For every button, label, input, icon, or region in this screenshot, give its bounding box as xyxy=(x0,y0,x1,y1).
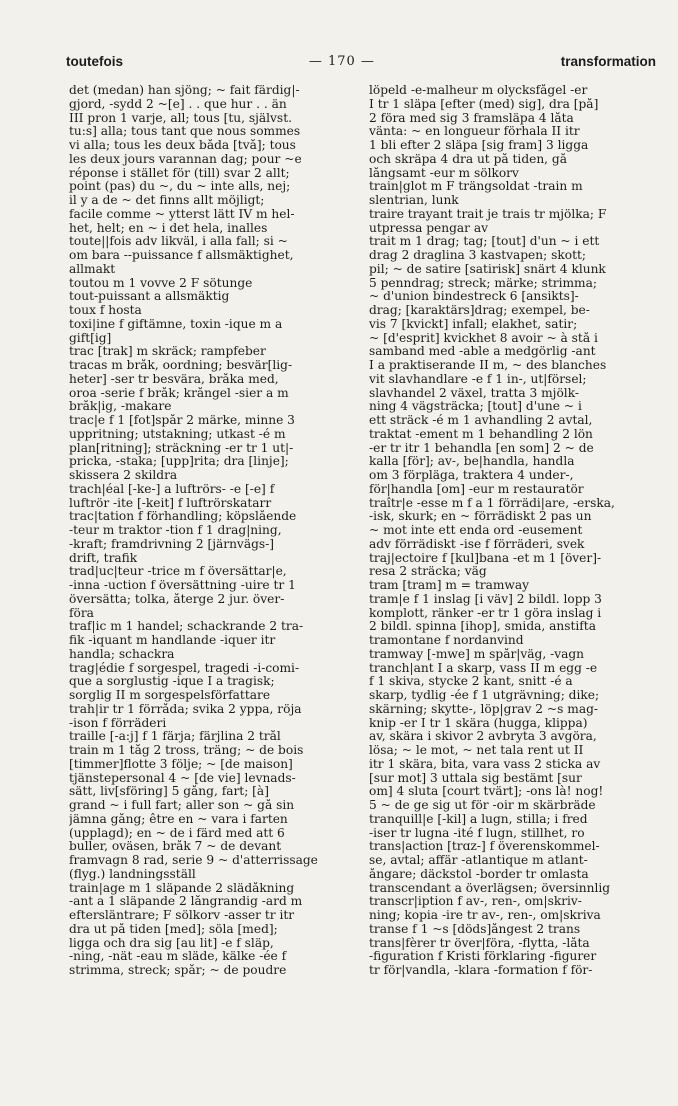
entry-line: traj|ectoire f [kul]bana -et m 1 [över]- xyxy=(369,551,602,565)
entry-line: traktat -ement m 1 behandling 2 lön xyxy=(369,427,593,441)
entry-line: les deux jours varannan dag; pour ~e xyxy=(69,152,302,166)
entry-line: långsamt -eur m sölkorv xyxy=(369,166,519,180)
entry-line: -ning, -nät -eau m släde, kälke -ée f xyxy=(69,950,287,964)
entry-line: skärning; skytte-, löp|grav 2 ~s mag- xyxy=(369,702,599,716)
entry-line: tr för|vandla, -klara -formation f för- xyxy=(369,964,593,977)
entry-line: [sur mot] 3 uttala sig bestämt [sur xyxy=(369,771,582,785)
entry-line: framvagn 8 rad, serie 9 ~ d'atterrissage xyxy=(69,854,318,867)
entry-line: slavhandel 2 växel, tratta 3 mjölk- xyxy=(369,386,579,400)
entry-line: trah|ir tr 1 förråda; svika 2 yppa, röja xyxy=(69,702,302,716)
entry-line: pil; ~ de satire [satirisk] snärt 4 klunk xyxy=(369,262,606,276)
entry-line: drag 2 draglina 3 kastvapen; skott; xyxy=(369,249,586,262)
entry-line: strimma, streck; spår; ~ de poudre xyxy=(69,964,287,977)
entry-line: uppritning; utstakning; utkast -é m xyxy=(69,427,286,441)
entry-line: vänta: ~ en longueur förhala II itr xyxy=(369,125,580,139)
entry-line: och skräpa 4 dra ut på tiden, gå xyxy=(369,152,567,166)
entry-line: réponse i stället för (till) svar 2 allt; xyxy=(69,166,290,180)
entry-line: handla; schackra xyxy=(69,647,175,661)
entry-line: ning; kopia -ire tr av-, ren-, om|skriva xyxy=(369,909,601,922)
entry-line: toutou m 1 vovve 2 F sötunge xyxy=(69,276,253,290)
entry-line: toxi|ine f giftämne, toxin -ique m a xyxy=(69,317,283,331)
entry-line: trans|action [trɑz-] f överenskommel- xyxy=(369,840,600,854)
entry-line: (upplagd); en ~ de i färd med att 6 xyxy=(69,826,285,840)
entry-line: sätt, liv[sföring] 5 gång, fart; [à] xyxy=(69,785,269,799)
entry-line: drift, trafik xyxy=(69,551,138,565)
entry-line: I tr 1 släpa [efter (med) sig], dra [på] xyxy=(369,97,599,111)
entry-line: komplott, ränker -er tr 1 göra inslag i xyxy=(369,606,602,620)
entry-line: trad|uc|teur -trice m f översättar|e, xyxy=(69,565,287,579)
entry-line: -kraft; framdrivning 2 [järnvägs-] xyxy=(69,537,275,551)
entry-line: allmakt xyxy=(69,262,116,276)
entry-line: trach|éal [-ke-] a luftrörs- -e [-e] f xyxy=(69,482,275,496)
entry-line: traf|ic m 1 handel; schackrande 2 tra- xyxy=(69,620,304,634)
entry-line: tramontane f nordanvind xyxy=(369,634,524,647)
entry-line: vit slavhandlare -e f 1 in-, ut|försel; xyxy=(369,372,587,386)
entry-line: gjord, -sydd 2 ~[e] . . que hur . . än xyxy=(69,97,287,111)
entry-line: toute||fois adv likväl, i alla fall; si ~ xyxy=(69,235,288,249)
entry-line: eftersläntrare; F sölkorv -asser tr itr xyxy=(69,909,295,922)
entry-line: om 3 förpläga, traktera 4 under-, xyxy=(369,469,574,482)
entry-line: vi alla; tous les deux båda [två]; tous xyxy=(69,139,296,152)
entry-line: av, skära i skivor 2 avbryta 3 avgöra, xyxy=(369,730,597,744)
entry-line: traire trayant trait je trais tr mjölka; F xyxy=(369,207,607,221)
entry-line: fik -iquant m handlande -iquer itr xyxy=(69,634,276,647)
entry-line: 5 penndrag; streck; märke; strimma; xyxy=(369,276,597,290)
entry-line: -er tr itr 1 behandla [en som] 2 ~ de xyxy=(369,441,594,455)
entry-line: tram|e f 1 inslag [i väv] 2 bildl. lopp 3 xyxy=(369,592,602,606)
entry-line: 2 bildl. spinna [ihop], smida, anstifta xyxy=(369,620,596,634)
entry-line: skissera 2 skildra xyxy=(69,469,178,482)
entry-line: se, avtal; affär -atlantique m atlant- xyxy=(369,854,588,867)
entry-line: bråk|ig, -makare xyxy=(69,400,172,414)
entry-line: plan[ritning]; sträckning -er tr 1 ut|- xyxy=(69,441,294,455)
entry-line: trag|édie f sorgespel, tragedi -i-comi- xyxy=(69,661,300,675)
entry-line: knip -er I tr 1 skära (hugga, klippa) xyxy=(369,716,588,730)
entry-line: jämna gång; être en ~ vara i farten xyxy=(69,812,288,826)
entry-line: que a sorglustig -ique I a tragisk; xyxy=(69,675,275,689)
entry-line: utpressa pengar av xyxy=(369,221,489,235)
entry-line: skarp, tydlig -ée f 1 utgrävning; dike; xyxy=(369,689,600,702)
entry-line: buller, oväsen, bråk 7 ~ de devant xyxy=(69,840,282,854)
header-guide-word-left: toutefois xyxy=(66,53,123,69)
entry-line: dra ut på tiden [med]; söla [med]; xyxy=(69,922,278,936)
entry-line: tranquill|e [-kil] a lugn, stilla; i fred xyxy=(369,812,588,826)
entry-line: oroa -serie f bråk; krångel -sier a m xyxy=(69,386,289,400)
entry-line: vis 7 [kvickt] infall; elakhet, satir; xyxy=(369,317,578,331)
entry-line: grand ~ i full fart; aller son ~ gå sin xyxy=(69,799,295,812)
entry-line: I a praktiserande II m, ~ des blanches xyxy=(369,359,607,372)
entry-line: för|handla [om] -eur m restauratör xyxy=(369,482,584,496)
left-column xyxy=(69,84,347,1084)
entry-line: traîtr|e -esse m f a 1 förrädi|are, -erska, xyxy=(369,496,615,510)
page-number: — 170 — xyxy=(308,53,375,69)
entry-line: lösa; ~ le mot, ~ net tala rent ut II xyxy=(369,744,584,757)
entry-line: -iser tr lugna -ité f lugn, stillhet, ro xyxy=(369,826,585,840)
entry-line: f 1 skiva, stycke 2 kant, snitt -é a xyxy=(369,675,573,689)
entry-line: föra xyxy=(69,606,94,620)
entry-line: heter] -ser tr besvära, bråka med, xyxy=(69,372,279,386)
entry-line: 2 föra med sig 3 framsläpa 4 låta xyxy=(369,111,574,125)
entry-line: det (medan) han sjöng; ~ fait färdig|- xyxy=(69,84,300,97)
entry-line: tram [tram] m = tramway xyxy=(369,579,529,592)
entry-line: om bara --puissance f allsmäktighet, xyxy=(69,249,294,262)
entry-line: facile comme ~ ytterst lätt IV m hel- xyxy=(69,207,295,221)
entry-line: tout-puissant a allsmäktig xyxy=(69,290,230,304)
entry-line: kalla [för]; av-, be|handla, handla xyxy=(369,455,575,469)
entry-line: -ison f förräderi xyxy=(69,716,167,730)
right-column xyxy=(369,84,654,1084)
entry-line: -inna -uction f översättning -uire tr 1 xyxy=(69,579,296,592)
entry-line: [timmer]flotte 3 följe; ~ [de maison] xyxy=(69,757,293,771)
entry-line: om] 4 sluta [court tvärt]; -ons là! nog! xyxy=(369,785,604,799)
entry-line: transcendant a överlägsen; översinnlig xyxy=(369,881,611,895)
entry-line: tjänstepersonal 4 ~ [de vie] levnads- xyxy=(69,771,296,785)
entry-line: transe f 1 ~s [döds]ångest 2 trans xyxy=(369,922,581,936)
entry-line: toux f hosta xyxy=(69,304,142,317)
entry-line: adv förrädiskt -ise f förräderi, svek xyxy=(369,537,585,551)
header-guide-word-right: transformation xyxy=(560,53,656,69)
entry-line: ~ mot inte ett enda ord -eusement xyxy=(369,524,583,537)
entry-line: 1 bli efter 2 släpa [sig fram] 3 ligga xyxy=(369,139,589,152)
entry-line: train m 1 tåg 2 tross, träng; ~ de bois xyxy=(69,744,304,757)
entry-line: traille [-a:j] f 1 färja; färjlina 2 trål xyxy=(69,730,281,744)
entry-line: luftrör -ite [-keit] f luftrörskatarr xyxy=(69,496,272,510)
entry-line: trac|tation f förhandling; köpslående xyxy=(69,510,297,524)
entry-line: (flyg.) landningsställ xyxy=(69,867,196,881)
entry-line: pricka, -staka; [upp]rita; dra [linje]; xyxy=(69,455,289,469)
entry-line: point (pas) du ~, du ~ inte alls, nej; xyxy=(69,180,291,194)
entry-line: transcr|iption f av-, ren-, om|skriv- xyxy=(369,895,582,909)
entry-line: ligga och dra sig [au lit] -e f släp, xyxy=(69,936,274,950)
entry-line: slentrian, lunk xyxy=(369,194,459,207)
entry-line: train|glot m F trängsoldat -train m xyxy=(369,180,583,194)
entry-line: ett sträck -é m 1 avhandling 2 avtal, xyxy=(369,414,593,427)
entry-line: ning 4 vägsträcka; [tout] d'une ~ i xyxy=(369,400,582,414)
entry-line: trait m 1 drag; tag; [tout] d'un ~ i ett xyxy=(369,235,600,249)
entry-line: översätta; tolka, återge 2 jur. över- xyxy=(69,592,285,606)
entry-line: resa 2 sträcka; väg xyxy=(369,565,487,579)
entry-line: gift[ig] xyxy=(69,331,112,345)
entry-line: trans|fèrer tr över|föra, -flytta, -låta xyxy=(369,936,590,950)
entry-line: trac [trak] m skräck; rampfeber xyxy=(69,345,266,359)
entry-line: samband med -able a medgörlig -ant xyxy=(369,345,596,359)
entry-line: ångare; däckstol -border tr omlasta xyxy=(369,867,589,881)
entry-line: drag; [karaktärs]drag; exempel, be- xyxy=(369,304,590,317)
entry-line: III pron 1 varje, all; tous [tu, självst. xyxy=(69,111,292,125)
entry-line: -ant a 1 släpande 2 långrandig -ard m xyxy=(69,895,303,909)
entry-line: itr 1 skära, bita, vara vass 2 sticka av xyxy=(369,757,601,771)
entry-line: sorglig II m sorgespelsförfattare xyxy=(69,689,271,702)
entry-line: trac|e f 1 [fot]spår 2 märke, minne 3 xyxy=(69,414,295,427)
entry-line: het, helt; en ~ i det hela, inalles xyxy=(69,221,268,235)
entry-line: il y a de ~ det finns allt möjligt; xyxy=(69,194,265,207)
entry-line: -isk, skurk; en ~ förrädiskt 2 pas un xyxy=(369,510,592,524)
entry-line: tracas m bråk, oordning; besvär[lig- xyxy=(69,359,293,372)
entry-line: löpeld -e-malheur m olycksfågel -er xyxy=(369,84,588,97)
page-header xyxy=(66,50,656,72)
entry-line: tu:s] alla; tous tant que nous sommes xyxy=(69,125,301,139)
entry-line: 5 ~ de ge sig ut för -oir m skärbräde xyxy=(369,799,596,812)
entry-line: tramway [-mwe] m spår|väg, -vagn xyxy=(369,647,585,661)
entry-line: -teur m traktor -tion f 1 drag|ning, xyxy=(69,524,282,537)
entry-line: train|age m 1 släpande 2 slädåkning xyxy=(69,881,295,895)
entry-line: -figuration f Kristi förklaring -figurer xyxy=(369,950,597,964)
entry-line: ~ d'union bindestreck 6 [ansikts]- xyxy=(369,290,579,304)
entry-line: tranch|ant I a skarp, vass II m egg -e xyxy=(369,661,598,675)
entry-line: ~ [d'esprit] kvickhet 8 avoir ~ à stå i xyxy=(369,331,598,345)
